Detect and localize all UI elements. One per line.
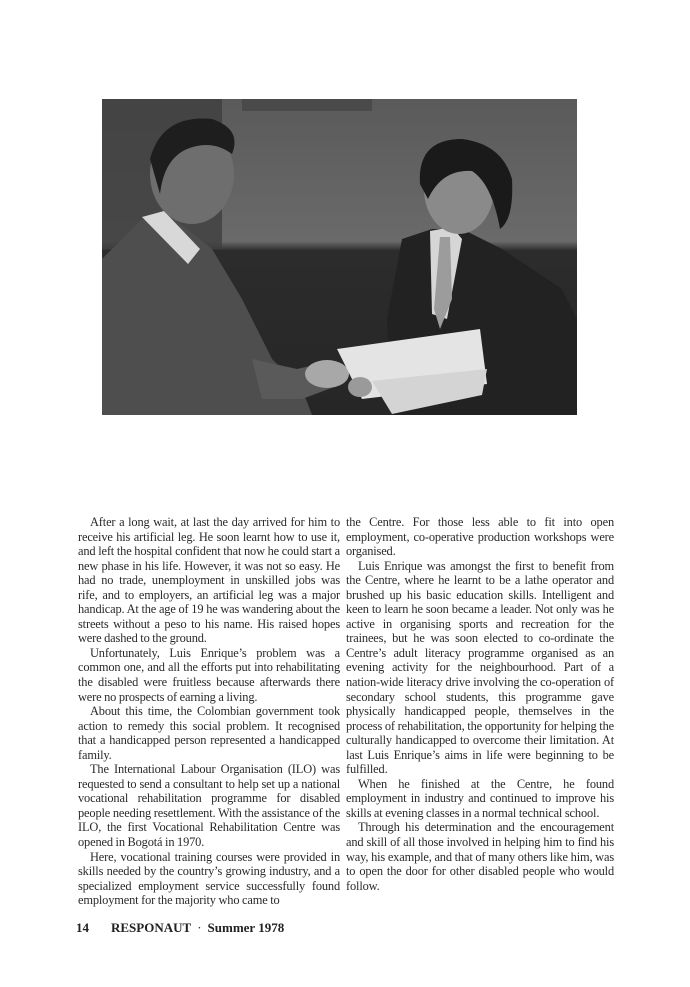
article-paragraph: the Centre. For those less able to fit into open employment, co-operative production workshops were organised. — [346, 515, 614, 559]
article-text-block — [78, 515, 614, 936]
article-paragraph: Here, vocational training courses were provided in skills needed by the country’s growing industry, and a specialized employment service successfully found employment for the majority who came to — [78, 849, 340, 908]
article-paragraph: Unfortunately, Luis Enrique’s problem was a common one, and all the efforts put into rehabilitating the disabled were fruitless because afterwards there were no prospects of earning a living. — [78, 645, 340, 704]
page-footer — [76, 920, 614, 936]
article-paragraph: When he finished at the Centre, he found employment in industry and continued to improve his skills at evening classes in a normal technical school. — [346, 776, 614, 820]
article-column-right — [346, 515, 614, 893]
page-number: 14 — [76, 919, 89, 935]
article-paragraph: About this time, the Colombian government took action to remedy this social problem. It recognised that a handicapped person represented a handicapped family. — [78, 704, 340, 762]
article-photo — [102, 99, 577, 415]
photograph-icon — [102, 99, 577, 415]
article-column-left — [78, 515, 340, 908]
article-paragraph: Through his determination and the encouragement and skill of all those involved in helping him to find his way, his example, and that of many others like him, was to open the door for other disabled people who would follow. — [346, 820, 614, 893]
article-paragraph: After a long wait, at last the day arrived for him to receive his artificial leg. He soon learnt how to use it, and left the hospital confident that now he could start a new phase in his life. However, it was not so easy. He had no trade, unemployment in unskilled jobs was rife, and to employers, an artificial leg was a major handicap. At the age of 19 he was wandering about the streets without a peso to his name. His raised hopes were dashed to the ground. — [78, 515, 340, 646]
article-paragraph: Luis Enrique was amongst the first to benefit from the Centre, where he learnt to be a lathe operator and brushed up his basic education skills. Intelligent and keen to learn he soon became a leader. Not only was he active in organising sports and recreation for the trainees, but he was soon elected to co-ordinate the Centre’s adult literacy programme organised as an evening activity for the neighbourhood. Part of a nation-wide literacy drive involving the co-operation of secondary school students, this programme gave physically handicapped people, themselves in the process of rehabilitation, the opportunity for helping the culturally handicapped to overcome their limitation. At last Luis Enrique’s aims in life were beginning to be fulfilled. — [346, 558, 614, 777]
issue-date: Summer 1978 — [207, 919, 285, 935]
footer-separator: · — [197, 919, 202, 935]
article-paragraph: The International Labour Organisation (ILO) was requested to send a consultant to help set up a national vocational rehabilitation programme for disabled people needing resettlement. With the assistance of the ILO, the first Vocational Rehabilitation Centre was opened in Bogotá in 1970. — [78, 762, 340, 850]
publication-name: RESPONAUT — [111, 919, 192, 935]
article-columns — [78, 515, 614, 908]
